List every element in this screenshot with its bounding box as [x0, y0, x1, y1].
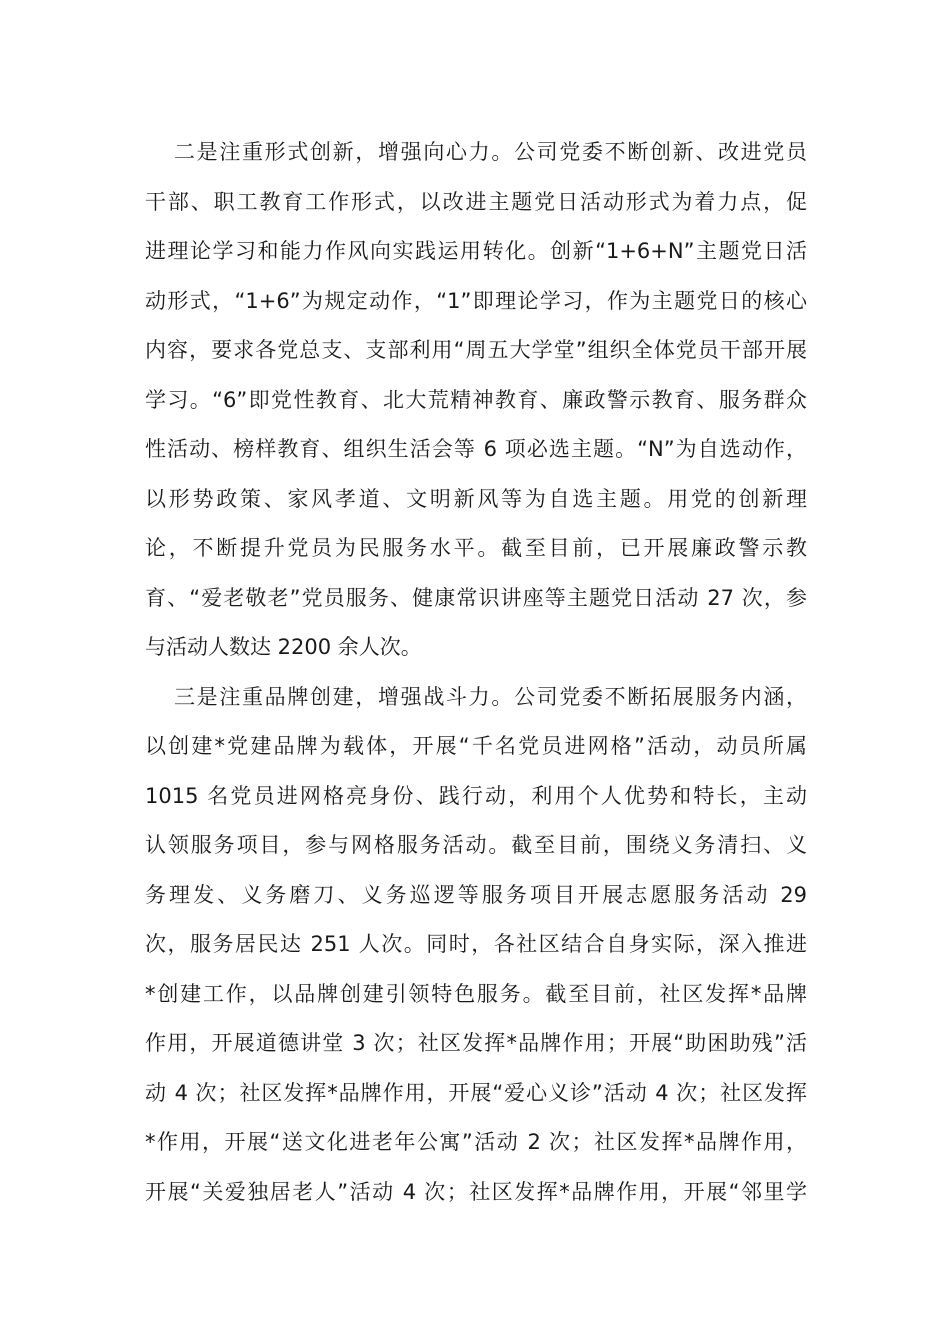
text-line: 论，不断提升党员为民服务水平。截至目前，已开展廉政警示教 — [145, 536, 807, 560]
text-line: 以创建*党建品牌为载体，开展“千名党员进网格”活动，动员所属 — [145, 734, 807, 758]
text-line: 以形势政策、家风孝道、文明新风等为自选主题。用党的创新理 — [145, 486, 807, 511]
text-line: 与活动人数达 2200 余人次。 — [145, 635, 422, 659]
text-line: 动 4 次；社区发挥*品牌作用，开展“爱心义诊”活动 4 次；社区发挥 — [145, 1080, 807, 1105]
text-line: 二是注重形式创新，增强向心力。公司党委不断创新、改进党员 — [174, 140, 807, 164]
text-line: 干部、职工教育工作形式，以改进主题党日活动形式为着力点，促 — [145, 189, 807, 214]
text-line: 学习。“6”即党性教育、北大荒精神教育、廉政警示教育、服务群众 — [145, 387, 807, 412]
text-line: 次，服务居民达 251 人次。同时，各社区结合自身实际，深入推进 — [145, 932, 807, 956]
text-line: 内容，要求各党总支、支部利用“周五大学堂”组织全体党员干部开展 — [145, 338, 807, 362]
text-line: *作用，开展“送文化进老年公寓”活动 2 次；社区发挥*品牌作用， — [145, 1130, 807, 1154]
text-line: 动形式，“1+6”为规定动作，“1”即理论学习，作为主题党日的核心 — [145, 288, 807, 313]
text-line: 进理论学习和能力作风向实践运用转化。创新“1+6+N”主题党日活 — [145, 239, 807, 263]
text-line: 性活动、榜样教育、组织生活会等 6 项必选主题。“N”为自选动作， — [145, 437, 807, 461]
text-line: 作用，开展道德讲堂 3 次；社区发挥*品牌作用；开展“助困助残”活 — [145, 1031, 807, 1055]
text-line: 育、“爱老敬老”党员服务、健康常识讲座等主题党日活动 27 次，参 — [145, 585, 807, 610]
body-text — [145, 128, 807, 1217]
text-line: *创建工作，以品牌创建引领特色服务。截至目前，社区发挥*品牌 — [145, 981, 807, 1006]
text-line: 1015 名党员进网格亮身份、践行动，利用个人优势和特长，主动 — [145, 783, 807, 808]
text-line: 认领服务项目，参与网格服务活动。截至目前，围绕义务清扫、义 — [145, 833, 807, 857]
paragraph-brand-creation — [145, 673, 807, 1218]
text-line: 务理发、义务磨刀、义务巡逻等服务项目开展志愿服务活动 29 — [145, 882, 807, 907]
paragraph-form-innovation — [145, 128, 807, 673]
text-line: 开展“关爱独居老人”活动 4 次；社区发挥*品牌作用，开展“邻里学 — [145, 1179, 807, 1204]
text-line: 三是注重品牌创建，增强战斗力。公司党委不断拓展服务内涵， — [174, 684, 807, 709]
